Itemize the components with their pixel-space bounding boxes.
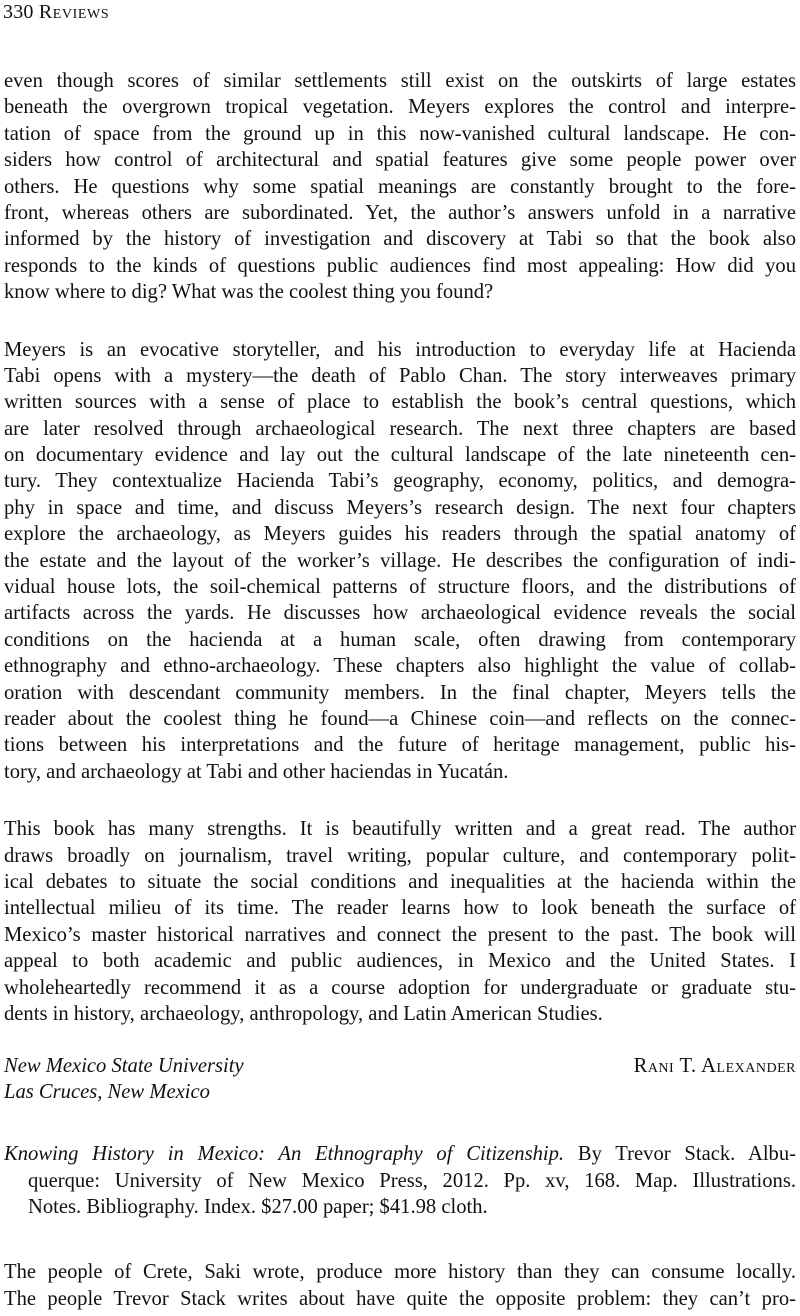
text-line: tory, and archaeology at Tabi and other haciendas in Yucatán. (4, 760, 509, 783)
text-line: vidual house lots, the soil-chemical patterns of structure floors, and the distributions of (4, 576, 796, 599)
text-line: beneath the overgrown tropical vegetation. Meyers explores the control and interpre- (4, 96, 796, 119)
text-line: tions between his interpretations and the future of heritage management, public his- (4, 734, 796, 757)
citation-author: By Trevor Stack. Albu- (564, 1143, 796, 1166)
paragraph-2 (4, 337, 796, 786)
text-line: conditions on the hacienda at a human scale, often drawing from contemporary (4, 628, 796, 651)
reviewer-affiliation (4, 1053, 796, 1111)
citation-line: querque: University of New Mexico Press, 2012. Pp. xv, 168. Map. Illustrations. (28, 1169, 796, 1192)
text-line: Meyers is an evocative storyteller, and his introduction to everyday life at Hacienda (4, 338, 796, 361)
citation-line (4, 1141, 796, 1167)
text-line: are later resolved through archaeological research. The next three chapters are based (4, 417, 796, 440)
text-line: on documentary evidence and lay out the cultural landscape of the late nineteenth cen- (4, 444, 796, 467)
text-line: even though scores of similar settlements still exist on the outskirts of large estates (4, 70, 796, 92)
reviewer-name: Rani T. Alexander (633, 1055, 796, 1078)
book-citation (4, 1141, 796, 1220)
text-line: the estate and the layout of the worker’s village. He describes the configuration of indi- (4, 549, 796, 572)
paragraph-3 (4, 816, 796, 1027)
text-line: ethnography and ethno-archaeology. These chapters also highlight the value of collab- (4, 655, 796, 678)
citation-line: Notes. Bibliography. Index. $27.00 paper; $41.98 cloth. (28, 1196, 488, 1219)
text-line: tation of space from the ground up in this now-vanished cultural landscape. He con- (4, 122, 796, 145)
text-line: draws broadly on journalism, travel writing, popular culture, and contemporary polit- (4, 844, 796, 867)
text-line: others. He questions why some spatial meanings are constantly brought to the fore- (4, 175, 796, 198)
text-line: siders how control of architectural and spatial features give some people power over (4, 149, 796, 172)
text-line: The people Trevor Stack writes about have quite the opposite problem: they can’t pro- (4, 1287, 796, 1310)
text-line: know where to dig? What was the coolest thing you found? (4, 281, 494, 304)
text-line: The people of Crete, Saki wrote, produce more history than they can consume locally. (4, 1261, 796, 1284)
text-line: wholeheartedly recommend it as a course adoption for undergraduate or graduate stu- (4, 976, 796, 999)
review-body (4, 68, 796, 1312)
text-line: informed by the history of investigation and discovery at Tabi so that the book also (4, 228, 796, 251)
institution: New Mexico State University (4, 1055, 244, 1078)
text-line: tury. They contextualize Hacienda Tabi’s geography, economy, politics, and demogra- (4, 470, 796, 493)
text-line: intellectual milieu of its time. The reader learns how to look beneath the surface of (4, 897, 796, 920)
page-number: 330 (3, 1, 34, 23)
institution-city: Las Cruces, New Mexico (4, 1081, 210, 1104)
text-line: appeal to both academic and public audiences, in Mexico and the United States. I (4, 950, 796, 973)
text-line: written sources with a sense of place to establish the book’s central questions, which (4, 391, 796, 414)
running-header (3, 0, 109, 24)
text-line: phy in space and time, and discuss Meyers’s research design. The next four chapters (4, 496, 796, 519)
next-review-opening (4, 1259, 796, 1312)
section-title: Reviews (38, 1, 110, 23)
text-line: ical debates to situate the social conditions and inequalities at the hacienda within the (4, 870, 796, 893)
text-line: responds to the kinds of questions public audiences find most appealing: How did you (4, 254, 796, 277)
text-line: Mexico’s master historical narratives and connect the present to the past. The book will (4, 923, 796, 946)
text-line: explore the archaeology, as Meyers guides his readers through the spatial anatomy of (4, 523, 796, 546)
text-line: dents in history, archaeology, anthropology, and Latin American Studies. (4, 1002, 603, 1025)
text-line: This book has many strengths. It is beautifully written and a great read. The author (4, 818, 796, 841)
paragraph-1 (4, 68, 796, 306)
text-line: reader about the coolest thing he found—a Chinese coin—and reflects on the connec- (4, 707, 796, 730)
text-line: artifacts across the yards. He discusses how archaeological evidence reveals the social (4, 602, 796, 625)
text-line: oration with descendant community members. In the final chapter, Meyers tells the (4, 681, 796, 704)
text-line: front, whereas others are subordinated. Yet, the author’s answers unfold in a narrative (4, 201, 796, 224)
book-title: Knowing History in Mexico: An Ethnography of Citizenship. (4, 1143, 565, 1166)
text-line: Tabi opens with a mystery—the death of Pablo Chan. The story interweaves primary (4, 364, 796, 387)
